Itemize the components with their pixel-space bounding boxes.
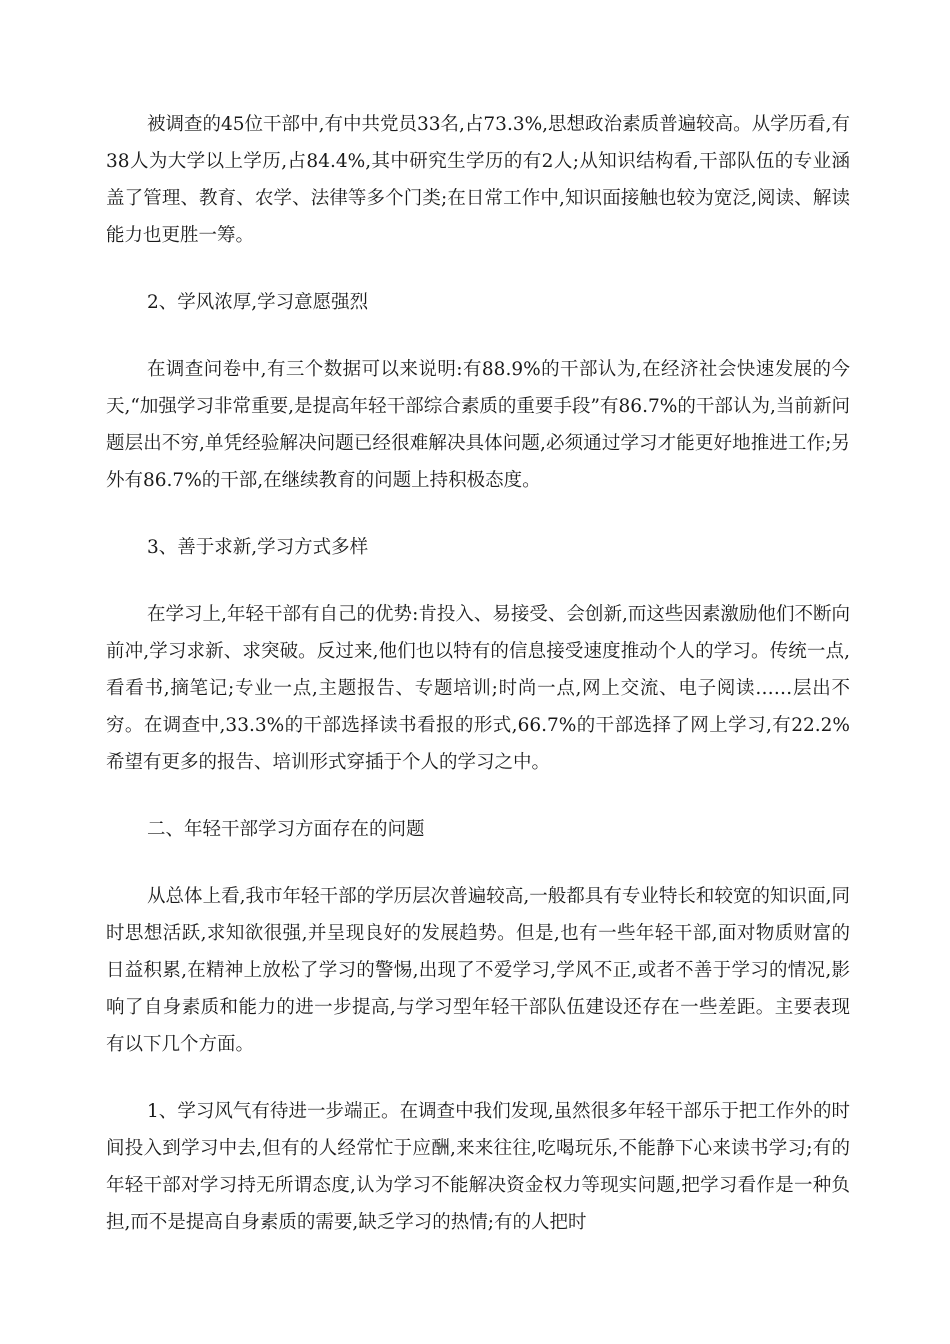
heading-study-atmosphere: 2、学风浓厚,学习意愿强烈 xyxy=(147,292,369,313)
paragraph-survey-summary: 被调查的45位干部中,有中共党员33名,占73.3%,思想政治素质普遍较高。从学历看,有38人为大学以上学历,占84.4%,其中研究生学历的有2人;从知识结构看,干部队伍的专业涵盖了管理、教育、农学、法律等多个门类;在日常工作中,知识面接触也较为宽泛,阅读、解读能力也更胜一筹。 xyxy=(106,114,850,246)
paragraph-gap xyxy=(106,254,850,284)
paragraph-study-style: 1、学习风气有待进一步端正。在调查中我们发现,虽然很多年轻干部乐于把工作外的时间投入到学习中去,但有的人经常忙于应酬,来来往往,吃喝玩乐,不能静下心来读书学习;有的年轻干部对学习持无所谓态度,认为学习不能解决资金权力等现实问题,把学习看作是一种负担,而不是提高自身素质的需要,缺乏学习的热情;有的人把时 xyxy=(106,1101,850,1233)
paragraph-gap xyxy=(106,499,850,529)
document-body xyxy=(106,106,850,1241)
paragraph-gap xyxy=(106,1063,850,1093)
heading-existing-problems: 二、年轻干部学习方面存在的问题 xyxy=(147,819,425,840)
heading-study-methods: 3、善于求新,学习方式多样 xyxy=(147,537,369,558)
paragraph-gap xyxy=(106,321,850,351)
paragraph-study-advantages: 在学习上,年轻干部有自己的优势:肯投入、易接受、会创新,而这些因素激励他们不断向前冲,学习求新、求突破。反过来,他们也以特有的信息接受速度推动个人的学习。传统一点,看看书,摘笔记;专业一点,主题报告、专题培训;时尚一点,网上交流、电子阅读……层出不穷。在调查中,33.3%的干部选择读书看报的形式,66.7%的干部选择了网上学习,有22.2%希望有更多的报告、培训形式穿插于个人的学习之中。 xyxy=(106,604,850,773)
paragraph-overall-view: 从总体上看,我市年轻干部的学历层次普遍较高,一般都具有专业特长和较宽的知识面,同时思想活跃,求知欲很强,并呈现良好的发展趋势。但是,也有一些年轻干部,面对物质财富的日益积累,在精神上放松了学习的警惕,出现了不爱学习,学风不正,或者不善于学习的情况,影响了自身素质和能力的进一步提高,与学习型年轻干部队伍建设还存在一些差距。主要表现有以下几个方面。 xyxy=(106,886,850,1055)
paragraph-gap xyxy=(106,566,850,596)
paragraph-gap xyxy=(106,781,850,811)
paragraph-questionnaire-data: 在调查问卷中,有三个数据可以来说明:有88.9%的干部认为,在经济社会快速发展的今天,“加强学习非常重要,是提高年轻干部综合素质的重要手段”有86.7%的干部认为,当前新问题层出不穷,单凭经验解决问题已经很难解决具体问题,必须通过学习才能更好地推进工作;另外有86.7%的干部,在继续教育的问题上持积极态度。 xyxy=(106,359,850,491)
paragraph-gap xyxy=(106,848,850,878)
